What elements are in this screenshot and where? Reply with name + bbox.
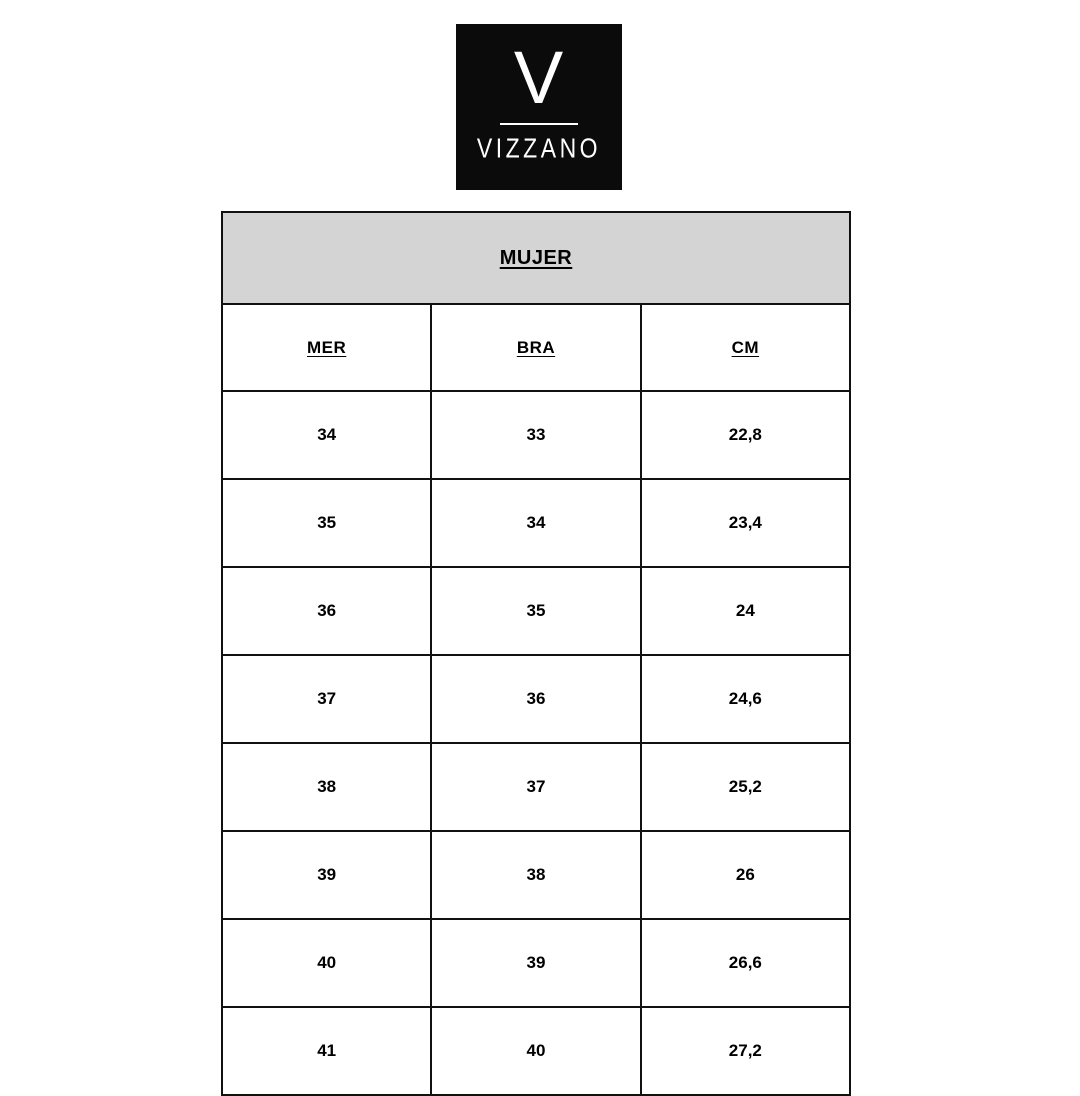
table-row xyxy=(222,1007,850,1095)
table-row xyxy=(222,479,850,567)
column-header-mer-text: MER xyxy=(307,337,347,357)
table-row xyxy=(222,831,850,919)
cell-cm: 24,6 xyxy=(641,655,850,743)
cell-mer: 39 xyxy=(222,831,431,919)
column-header-cm-text: CM xyxy=(731,337,760,357)
table-title-cell xyxy=(222,212,850,304)
column-header-cm xyxy=(641,304,850,391)
cell-cm: 25,2 xyxy=(641,743,850,831)
logo-wordmark: VIZZANO xyxy=(476,131,602,164)
cell-bra: 36 xyxy=(431,655,640,743)
cell-bra: 35 xyxy=(431,567,640,655)
cell-cm: 26 xyxy=(641,831,850,919)
column-header-bra-text: BRA xyxy=(516,337,556,357)
cell-mer: 35 xyxy=(222,479,431,567)
column-header-mer xyxy=(222,304,431,391)
table-row xyxy=(222,743,850,831)
cell-mer: 37 xyxy=(222,655,431,743)
table-title-row xyxy=(222,212,850,304)
logo-divider xyxy=(500,123,578,125)
cell-bra: 40 xyxy=(431,1007,640,1095)
column-header-bra xyxy=(431,304,640,391)
cell-bra: 33 xyxy=(431,391,640,479)
table-row xyxy=(222,655,850,743)
size-table-body xyxy=(222,212,850,1095)
cell-mer: 34 xyxy=(222,391,431,479)
cell-mer: 36 xyxy=(222,567,431,655)
cell-cm: 23,4 xyxy=(641,479,850,567)
size-conversion-table xyxy=(221,211,851,1096)
cell-cm: 27,2 xyxy=(641,1007,850,1095)
table-row xyxy=(222,567,850,655)
cell-bra: 34 xyxy=(431,479,640,567)
logo-v-mark: V xyxy=(513,36,565,120)
table-header-row xyxy=(222,304,850,391)
cell-cm: 26,6 xyxy=(641,919,850,1007)
cell-bra: 39 xyxy=(431,919,640,1007)
cell-bra: 37 xyxy=(431,743,640,831)
brand-logo xyxy=(456,24,622,190)
table-title-text: MUJER xyxy=(499,246,573,269)
cell-mer: 41 xyxy=(222,1007,431,1095)
cell-mer: 40 xyxy=(222,919,431,1007)
table-row xyxy=(222,919,850,1007)
cell-cm: 24 xyxy=(641,567,850,655)
cell-cm: 22,8 xyxy=(641,391,850,479)
cell-mer: 38 xyxy=(222,743,431,831)
table-row xyxy=(222,391,850,479)
cell-bra: 38 xyxy=(431,831,640,919)
